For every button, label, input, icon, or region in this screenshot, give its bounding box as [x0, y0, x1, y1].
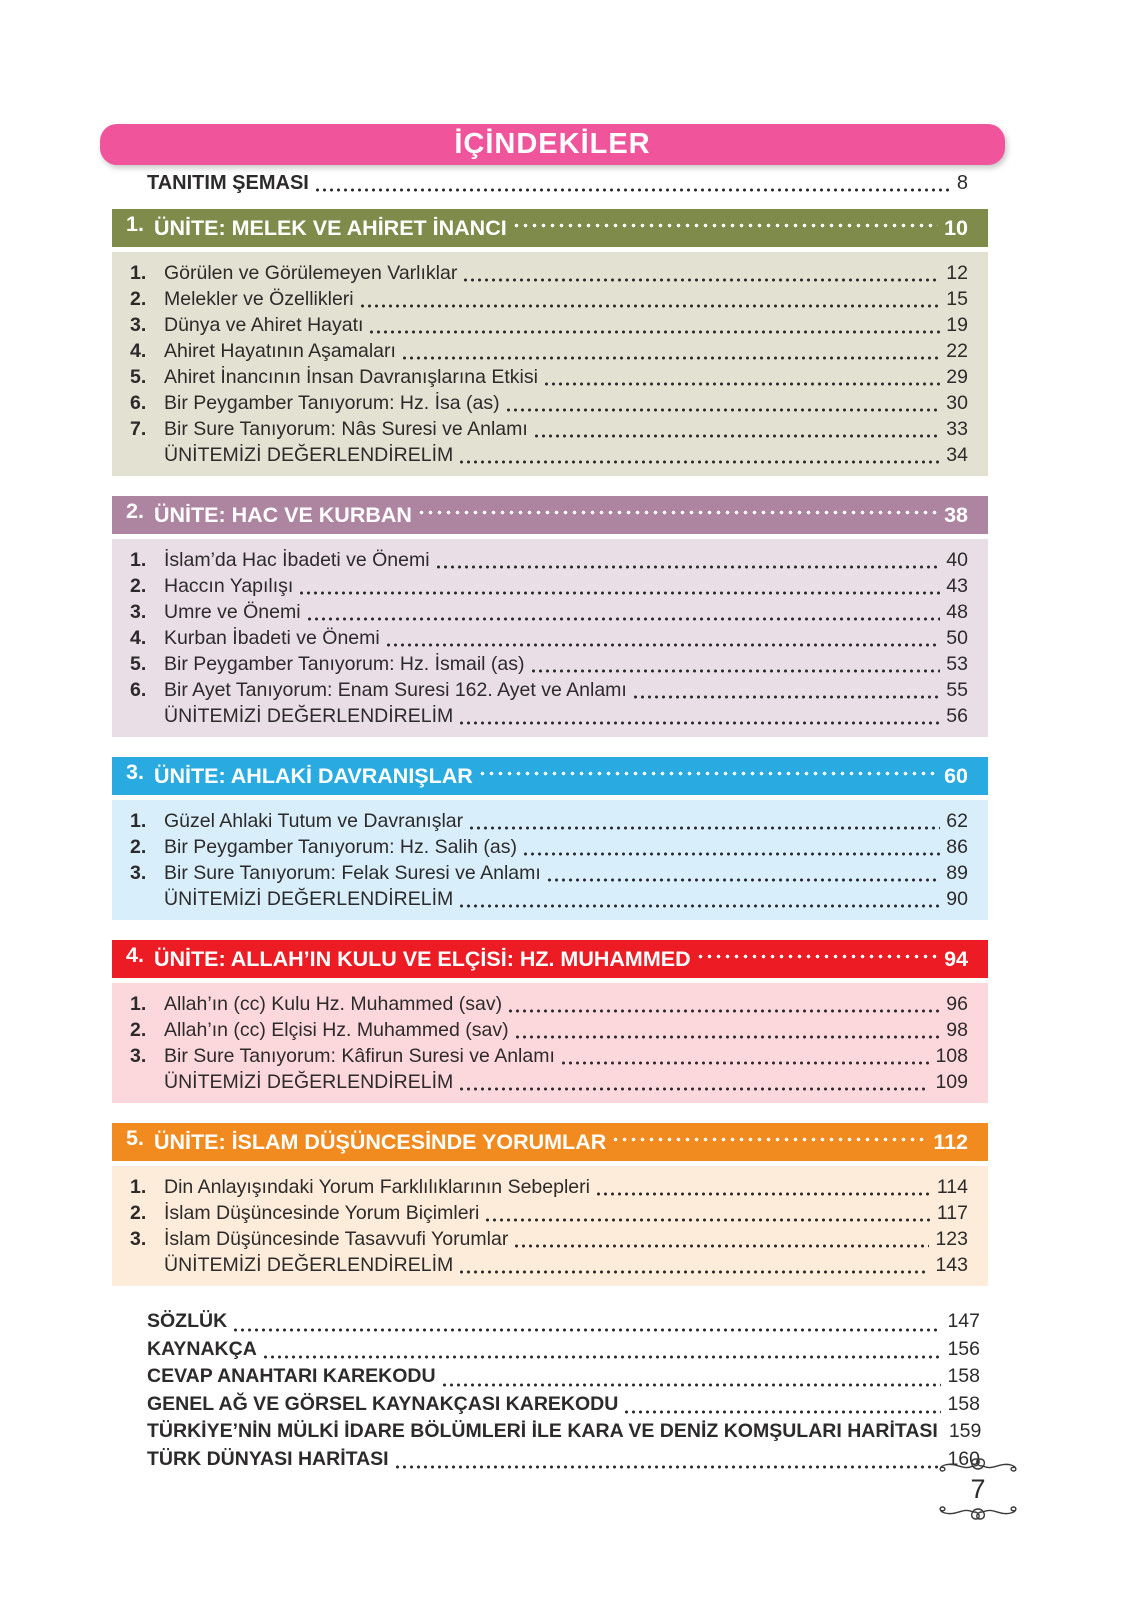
toc-entry-page-number: 48: [946, 601, 968, 623]
leader-dots: [696, 954, 938, 959]
leader-dots: [530, 669, 941, 673]
toc-row: [130, 625, 968, 651]
toc-entry-number: 7.: [130, 418, 147, 440]
leader-dots: [513, 1244, 929, 1248]
unit-body: [112, 800, 988, 920]
toc-row: [130, 886, 968, 912]
leader-dots: [441, 1383, 942, 1387]
toc-entry-label: İslam Düşüncesinde Tasavvufi Yorumlar: [164, 1228, 509, 1250]
toc-entry-label: ÜNİTEMİZİ DEĞERLENDİRELİM: [164, 705, 454, 727]
toc-entry-number: 1.: [130, 810, 147, 832]
back-matter-row: [147, 1446, 980, 1474]
toc-row: [130, 312, 968, 338]
toc-entry-label: Allah’ın (cc) Elçisi Hz. Muhammed (sav): [164, 1019, 509, 1041]
toc-entry-page-number: 143: [935, 1254, 968, 1276]
toc-entry-label: Allah’ın (cc) Kulu Hz. Muhammed (sav): [164, 993, 503, 1015]
toc-entry-page-number: 50: [946, 627, 968, 649]
back-matter-page-number: 160: [947, 1447, 980, 1470]
toc-row: [130, 1200, 968, 1226]
toc-entry-page-number: 22: [946, 340, 968, 362]
toc-row: [130, 547, 968, 573]
back-matter-row: [147, 1363, 980, 1391]
toc-entry-label: Bir Sure Tanıyorum: Nâs Suresi ve Anlamı: [164, 418, 528, 440]
toc-entry-page-number: 40: [946, 549, 968, 571]
toc-entry-page-number: 33: [946, 418, 968, 440]
toc-entry-label: Bir Sure Tanıyorum: Felak Suresi ve Anlamı: [164, 862, 541, 884]
toc-entry-label: Melekler ve Özellikleri: [164, 288, 354, 310]
toc-entry-page-number: 90: [946, 888, 968, 910]
toc-row: [130, 416, 968, 442]
toc-entry-number: 1.: [130, 993, 147, 1015]
toc-entry-number: 4.: [130, 340, 147, 362]
leader-dots: [462, 278, 940, 282]
leader-dots: [458, 1270, 929, 1274]
toc-row: [130, 1174, 968, 1200]
back-matter-row: [147, 1308, 980, 1336]
leader-dots: [623, 1410, 941, 1414]
toc-row-tanitim-semasi: [147, 170, 968, 196]
leader-dots: [435, 565, 941, 569]
leader-dots: [306, 617, 941, 621]
toc-entry-label: Haccın Yapılışı: [164, 575, 294, 597]
toc-entry-page-number: 117: [936, 1202, 968, 1224]
toc-row: [130, 390, 968, 416]
toc-entry-label: Umre ve Önemi: [164, 601, 301, 623]
toc-row: [130, 1069, 968, 1095]
unit-body: [112, 539, 988, 737]
toc-row: [130, 286, 968, 312]
leader-dots: [533, 434, 941, 438]
unit-header: [112, 757, 988, 795]
unit-body: [112, 983, 988, 1103]
toc-entry-page-number: 86: [946, 836, 968, 858]
leader-dots: [468, 826, 940, 830]
page-number: 7: [970, 1474, 986, 1504]
toc-entry-label: Görülen ve Görülemeyen Varlıklar: [164, 262, 458, 284]
back-matter-label: GENEL AĞ VE GÖRSEL KAYNAKÇASI KAREKODU: [147, 1392, 619, 1415]
toc-row: [130, 651, 968, 677]
leader-dots: [417, 510, 938, 515]
unit-title: ÜNİTE: İSLAM DÜŞÜNCESİNDE YORUMLAR: [153, 1129, 607, 1154]
toc-row: [130, 338, 968, 364]
page-title-bar: [100, 124, 1005, 165]
toc-entry-number: 1.: [130, 1176, 147, 1198]
toc-entry-page-number: 15: [946, 288, 968, 310]
toc-entry-number: 2.: [130, 836, 147, 858]
back-matter-label: TÜRKİYE’NİN MÜLKİ İDARE BÖLÜMLERİ İLE KARA VE DENİZ KOMŞULARI HARİTASI: [147, 1420, 938, 1442]
toc-entry-label: ÜNİTEMİZİ DEĞERLENDİRELİM: [164, 888, 454, 910]
unit-header: [112, 1123, 988, 1161]
page-number-ornament: [928, 1452, 1028, 1526]
page-title: İÇİNDEKİLER: [454, 128, 651, 160]
toc-entry-page-number: 30: [946, 392, 968, 414]
unit-title: ÜNİTE: ALLAH’IN KULU VE ELÇİSİ: HZ. MUHAMMED: [153, 946, 691, 971]
toc-row: [130, 1226, 968, 1252]
leader-dots: [458, 460, 940, 464]
unit-number: 1.: [126, 211, 144, 236]
back-matter-label: KAYNAKÇA: [147, 1337, 257, 1360]
toc-row: [130, 703, 968, 729]
leader-dots: [262, 1355, 942, 1359]
leader-dots: [514, 1035, 941, 1039]
leader-dots: [484, 1218, 931, 1222]
leader-dots: [314, 188, 951, 192]
toc-row: [130, 808, 968, 834]
toc-entry-page-number: 19: [946, 314, 968, 336]
toc-entry-page-number: 12: [946, 262, 968, 284]
toc-entry-number: 2.: [130, 575, 147, 597]
toc-entry-label: Bir Sure Tanıyorum: Kâfirun Suresi ve Anlamı: [164, 1045, 555, 1067]
toc-entry-number: 3.: [130, 1228, 147, 1250]
toc-row: [130, 260, 968, 286]
unit-section: [112, 209, 988, 476]
leader-dots: [368, 330, 940, 334]
unit-section: [112, 757, 988, 920]
toc-entry-number: 5.: [130, 653, 147, 675]
toc-entry-label: TANITIM ŞEMASI: [147, 172, 309, 194]
unit-section: [112, 940, 988, 1103]
back-matter-page-number: 159: [948, 1420, 982, 1442]
back-matter-page-number: 156: [947, 1337, 980, 1360]
toc-row: [130, 1017, 968, 1043]
toc-entry-label: Din Anlayışındaki Yorum Farklılıklarının Sebepleri: [164, 1176, 590, 1198]
unit-title: ÜNİTE: AHLAKİ DAVRANIŞLAR: [153, 763, 473, 788]
toc-entry-page-number: 62: [946, 810, 968, 832]
toc-entry-number: 6.: [130, 679, 147, 701]
toc-entry-number: 1.: [130, 262, 147, 284]
leader-dots: [298, 591, 940, 595]
toc-entry-page-number: 96: [946, 993, 968, 1015]
back-matter-page-number: 158: [947, 1365, 980, 1387]
toc-entry-number: 3.: [130, 1045, 147, 1067]
toc-entry-page-number: 109: [935, 1071, 968, 1093]
leader-dots: [385, 643, 941, 647]
toc-entry-label: Dünya ve Ahiret Hayatı: [164, 314, 364, 336]
toc-entry-label: Bir Ayet Tanıyorum: Enam Suresi 162. Ayet ve Anlamı: [164, 679, 627, 701]
leader-dots: [560, 1061, 930, 1065]
unit-page-number: 38: [944, 502, 968, 527]
leader-dots: [522, 852, 940, 856]
toc-row: [130, 834, 968, 860]
back-matter-label: SÖZLÜK: [147, 1310, 228, 1332]
unit-page-number: 60: [944, 763, 968, 788]
toc-entry-page-number: 89: [946, 862, 968, 884]
back-matter-row: [147, 1418, 980, 1446]
unit-page-number: 10: [944, 215, 968, 240]
leader-dots: [478, 771, 938, 776]
toc-entry-number: 1.: [130, 549, 147, 571]
toc-entry-label: ÜNİTEMİZİ DEĞERLENDİRELİM: [164, 444, 454, 466]
unit-number: 5.: [126, 1125, 144, 1150]
unit-page-number: 94: [944, 946, 968, 971]
leader-dots: [543, 382, 940, 386]
toc-entry-number: 2.: [130, 288, 147, 310]
unit-body: [112, 252, 988, 476]
leader-dots: [458, 1087, 929, 1091]
toc-entry-label: Kurban İbadeti ve Önemi: [164, 627, 380, 649]
leader-dots: [595, 1192, 931, 1196]
toc-entry-page-number: 8: [956, 172, 968, 194]
toc-entry-label: Ahiret Hayatının Aşamaları: [164, 340, 396, 362]
back-matter-page-number: 147: [947, 1310, 980, 1332]
unit-number: 3.: [126, 759, 144, 784]
toc-entry-label: ÜNİTEMİZİ DEĞERLENDİRELİM: [164, 1071, 454, 1093]
flourish-top-icon: [933, 1452, 1023, 1476]
unit-title: ÜNİTE: HAC VE KURBAN: [153, 502, 412, 527]
toc-entry-page-number: 55: [946, 679, 968, 701]
toc-entry-number: 2.: [130, 1202, 147, 1224]
units-container: [112, 209, 988, 1306]
toc-entry-page-number: 123: [935, 1228, 968, 1250]
toc-entry-label: Bir Peygamber Tanıyorum: Hz. İsmail (as): [164, 653, 525, 675]
toc-row: [130, 677, 968, 703]
leader-dots: [359, 304, 941, 308]
unit-page-number: 112: [933, 1129, 968, 1154]
unit-header: [112, 209, 988, 247]
toc-row: [130, 573, 968, 599]
leader-dots: [458, 904, 940, 908]
toc-row: [130, 991, 968, 1017]
leader-dots: [458, 721, 940, 725]
leader-dots: [232, 1328, 941, 1332]
leader-dots: [512, 223, 938, 228]
toc-entry-page-number: 43: [946, 575, 968, 597]
toc-entry-page-number: 53: [946, 653, 968, 675]
toc-entry-number: 3.: [130, 314, 147, 336]
toc-row: [130, 364, 968, 390]
leader-dots: [507, 1009, 940, 1013]
back-matter-label: CEVAP ANAHTARI KAREKODU: [147, 1365, 436, 1387]
toc-entry-label: Bir Peygamber Tanıyorum: Hz. İsa (as): [164, 392, 500, 414]
back-matter-list: [147, 1308, 980, 1473]
toc-entry-number: 6.: [130, 392, 147, 414]
toc-entry-label: ÜNİTEMİZİ DEĞERLENDİRELİM: [164, 1254, 454, 1276]
back-matter-page-number: 158: [947, 1392, 980, 1415]
toc-entry-label: İslam Düşüncesinde Yorum Biçimleri: [164, 1202, 480, 1224]
back-matter-row: [147, 1336, 980, 1364]
toc-entry-page-number: 98: [946, 1019, 968, 1041]
toc-entry-page-number: 29: [946, 366, 968, 388]
unit-header: [112, 496, 988, 534]
toc-row: [130, 1252, 968, 1278]
toc-entry-number: 5.: [130, 366, 147, 388]
toc-entry-page-number: 114: [936, 1176, 968, 1198]
toc-entry-label: Güzel Ahlaki Tutum ve Davranışlar: [164, 810, 464, 832]
toc-row: [130, 860, 968, 886]
toc-entry-page-number: 34: [946, 444, 968, 466]
toc-entry-label: İslam’da Hac İbadeti ve Önemi: [164, 549, 430, 571]
unit-number: 2.: [126, 498, 144, 523]
toc-entry-label: Bir Peygamber Tanıyorum: Hz. Salih (as): [164, 836, 517, 858]
leader-dots: [546, 878, 941, 882]
flourish-bottom-icon: [933, 1502, 1023, 1526]
leader-dots: [394, 1465, 942, 1469]
unit-body: [112, 1166, 988, 1286]
toc-entry-page-number: 56: [946, 705, 968, 727]
back-matter-label: TÜRK DÜNYASI HARİTASI: [147, 1447, 389, 1470]
leader-dots: [505, 408, 941, 412]
unit-number: 4.: [126, 942, 144, 967]
back-matter-row: [147, 1391, 980, 1419]
unit-section: [112, 1123, 988, 1286]
toc-entry-number: 3.: [130, 601, 147, 623]
toc-row: [130, 1043, 968, 1069]
toc-entry-label: Ahiret İnancının İnsan Davranışlarına Etkisi: [164, 366, 538, 388]
leader-dots: [401, 356, 940, 360]
unit-section: [112, 496, 988, 737]
leader-dots: [611, 1137, 927, 1142]
toc-entry-page-number: 108: [935, 1045, 968, 1067]
toc-row: [130, 442, 968, 468]
unit-title: ÜNİTE: MELEK VE AHİRET İNANCI: [153, 215, 507, 240]
unit-header: [112, 940, 988, 978]
toc-entry-number: 4.: [130, 627, 147, 649]
toc-entry-number: 2.: [130, 1019, 147, 1041]
toc-row: [130, 599, 968, 625]
leader-dots: [632, 695, 940, 699]
toc-entry-number: 3.: [130, 862, 147, 884]
